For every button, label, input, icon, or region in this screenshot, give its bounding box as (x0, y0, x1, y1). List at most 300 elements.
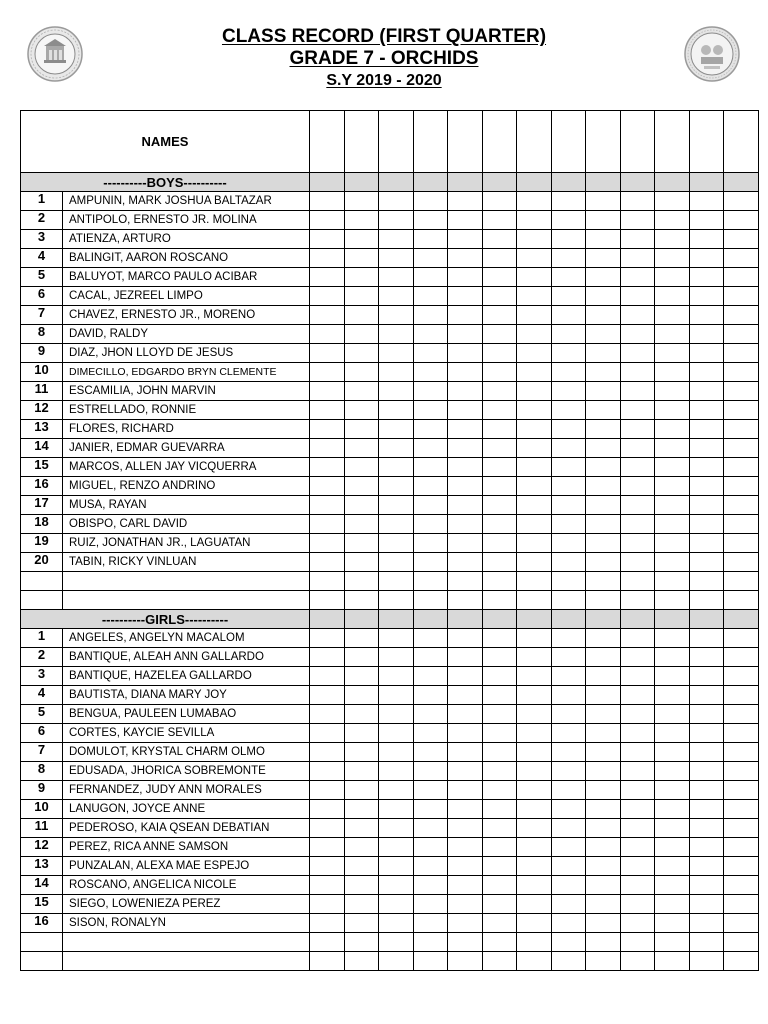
grade-cell[interactable] (482, 401, 517, 420)
grade-cell[interactable] (344, 268, 379, 287)
grade-cell[interactable] (586, 287, 621, 306)
grade-cell[interactable] (551, 895, 586, 914)
grade-cell[interactable] (586, 781, 621, 800)
grade-cell[interactable] (413, 705, 448, 724)
grade-cell[interactable] (413, 211, 448, 230)
grade-cell[interactable] (413, 439, 448, 458)
grade-cell[interactable] (482, 268, 517, 287)
grade-cell[interactable] (586, 591, 621, 610)
blank-number-cell[interactable] (21, 933, 63, 952)
grade-cell[interactable] (517, 230, 552, 249)
grade-cell[interactable] (724, 819, 759, 838)
grade-cell[interactable] (689, 857, 724, 876)
grade-cell[interactable] (620, 534, 655, 553)
grade-cell[interactable] (448, 515, 483, 534)
grade-cell[interactable] (551, 629, 586, 648)
grade-cell[interactable] (689, 743, 724, 762)
grade-cell[interactable] (310, 572, 345, 591)
grade-cell[interactable] (724, 287, 759, 306)
grade-cell[interactable] (551, 819, 586, 838)
grade-cell[interactable] (344, 857, 379, 876)
grade-cell[interactable] (482, 610, 517, 629)
grade-cell[interactable] (379, 762, 414, 781)
grade-cell[interactable] (586, 686, 621, 705)
grade-cell[interactable] (620, 819, 655, 838)
grade-cell[interactable] (413, 306, 448, 325)
grade-cell[interactable] (413, 534, 448, 553)
grade-cell[interactable] (620, 211, 655, 230)
grade-cell[interactable] (586, 515, 621, 534)
grade-cell[interactable] (448, 173, 483, 192)
grade-cell[interactable] (586, 534, 621, 553)
grade-cell[interactable] (586, 629, 621, 648)
grade-cell[interactable] (517, 401, 552, 420)
grade-cell[interactable] (448, 591, 483, 610)
grade-cell[interactable] (724, 111, 759, 173)
grade-cell[interactable] (724, 591, 759, 610)
grade-cell[interactable] (310, 952, 345, 971)
grade-cell[interactable] (310, 629, 345, 648)
grade-cell[interactable] (344, 363, 379, 382)
grade-cell[interactable] (344, 458, 379, 477)
grade-cell[interactable] (655, 629, 690, 648)
grade-cell[interactable] (344, 667, 379, 686)
grade-cell[interactable] (551, 306, 586, 325)
grade-cell[interactable] (724, 477, 759, 496)
grade-cell[interactable] (310, 515, 345, 534)
grade-cell[interactable] (551, 439, 586, 458)
grade-cell[interactable] (517, 838, 552, 857)
grade-cell[interactable] (482, 819, 517, 838)
grade-cell[interactable] (517, 534, 552, 553)
grade-cell[interactable] (413, 933, 448, 952)
grade-cell[interactable] (310, 344, 345, 363)
grade-cell[interactable] (344, 591, 379, 610)
grade-cell[interactable] (689, 933, 724, 952)
grade-cell[interactable] (482, 211, 517, 230)
grade-cell[interactable] (448, 230, 483, 249)
grade-cell[interactable] (689, 173, 724, 192)
grade-cell[interactable] (551, 401, 586, 420)
grade-cell[interactable] (413, 192, 448, 211)
grade-cell[interactable] (620, 553, 655, 572)
grade-cell[interactable] (448, 477, 483, 496)
grade-cell[interactable] (310, 819, 345, 838)
grade-cell[interactable] (517, 496, 552, 515)
blank-name-cell[interactable] (63, 572, 310, 591)
grade-cell[interactable] (551, 344, 586, 363)
grade-cell[interactable] (310, 743, 345, 762)
grade-cell[interactable] (482, 743, 517, 762)
grade-cell[interactable] (586, 705, 621, 724)
grade-cell[interactable] (517, 781, 552, 800)
grade-cell[interactable] (517, 382, 552, 401)
grade-cell[interactable] (448, 952, 483, 971)
grade-cell[interactable] (724, 420, 759, 439)
grade-cell[interactable] (344, 610, 379, 629)
grade-cell[interactable] (448, 610, 483, 629)
grade-cell[interactable] (413, 952, 448, 971)
grade-cell[interactable] (689, 192, 724, 211)
grade-cell[interactable] (551, 458, 586, 477)
grade-cell[interactable] (413, 458, 448, 477)
grade-cell[interactable] (724, 249, 759, 268)
grade-cell[interactable] (724, 268, 759, 287)
grade-cell[interactable] (586, 743, 621, 762)
grade-cell[interactable] (448, 439, 483, 458)
grade-cell[interactable] (344, 933, 379, 952)
grade-cell[interactable] (655, 876, 690, 895)
grade-cell[interactable] (379, 838, 414, 857)
grade-cell[interactable] (655, 173, 690, 192)
grade-cell[interactable] (689, 458, 724, 477)
grade-cell[interactable] (724, 876, 759, 895)
grade-cell[interactable] (413, 382, 448, 401)
grade-cell[interactable] (517, 819, 552, 838)
grade-cell[interactable] (517, 933, 552, 952)
grade-cell[interactable] (482, 344, 517, 363)
grade-cell[interactable] (310, 249, 345, 268)
grade-cell[interactable] (482, 249, 517, 268)
grade-cell[interactable] (655, 382, 690, 401)
grade-cell[interactable] (448, 724, 483, 743)
grade-cell[interactable] (310, 534, 345, 553)
grade-cell[interactable] (448, 344, 483, 363)
grade-cell[interactable] (344, 800, 379, 819)
grade-cell[interactable] (379, 667, 414, 686)
grade-cell[interactable] (344, 515, 379, 534)
grade-cell[interactable] (482, 800, 517, 819)
grade-cell[interactable] (310, 287, 345, 306)
grade-cell[interactable] (551, 933, 586, 952)
grade-cell[interactable] (482, 572, 517, 591)
grade-cell[interactable] (482, 591, 517, 610)
grade-cell[interactable] (551, 534, 586, 553)
grade-cell[interactable] (310, 667, 345, 686)
grade-cell[interactable] (413, 648, 448, 667)
grade-cell[interactable] (655, 838, 690, 857)
grade-cell[interactable] (620, 800, 655, 819)
grade-cell[interactable] (482, 363, 517, 382)
grade-cell[interactable] (379, 743, 414, 762)
grade-cell[interactable] (620, 192, 655, 211)
grade-cell[interactable] (620, 610, 655, 629)
blank-number-cell[interactable] (21, 572, 63, 591)
grade-cell[interactable] (344, 173, 379, 192)
grade-cell[interactable] (724, 439, 759, 458)
grade-cell[interactable] (655, 325, 690, 344)
grade-cell[interactable] (310, 857, 345, 876)
grade-cell[interactable] (724, 553, 759, 572)
grade-cell[interactable] (379, 724, 414, 743)
grade-cell[interactable] (448, 648, 483, 667)
grade-cell[interactable] (310, 439, 345, 458)
grade-cell[interactable] (448, 705, 483, 724)
grade-cell[interactable] (517, 572, 552, 591)
grade-cell[interactable] (724, 762, 759, 781)
grade-cell[interactable] (689, 111, 724, 173)
grade-cell[interactable] (344, 439, 379, 458)
grade-cell[interactable] (448, 914, 483, 933)
grade-cell[interactable] (689, 952, 724, 971)
grade-cell[interactable] (655, 287, 690, 306)
grade-cell[interactable] (551, 762, 586, 781)
grade-cell[interactable] (517, 458, 552, 477)
grade-cell[interactable] (310, 610, 345, 629)
grade-cell[interactable] (379, 553, 414, 572)
grade-cell[interactable] (482, 838, 517, 857)
grade-cell[interactable] (379, 705, 414, 724)
grade-cell[interactable] (586, 249, 621, 268)
grade-cell[interactable] (620, 458, 655, 477)
grade-cell[interactable] (482, 496, 517, 515)
grade-cell[interactable] (655, 192, 690, 211)
grade-cell[interactable] (689, 287, 724, 306)
grade-cell[interactable] (448, 838, 483, 857)
grade-cell[interactable] (655, 306, 690, 325)
grade-cell[interactable] (413, 287, 448, 306)
grade-cell[interactable] (413, 781, 448, 800)
grade-cell[interactable] (482, 629, 517, 648)
grade-cell[interactable] (517, 211, 552, 230)
grade-cell[interactable] (620, 952, 655, 971)
grade-cell[interactable] (724, 230, 759, 249)
grade-cell[interactable] (344, 325, 379, 344)
grade-cell[interactable] (448, 287, 483, 306)
grade-cell[interactable] (310, 553, 345, 572)
grade-cell[interactable] (448, 534, 483, 553)
grade-cell[interactable] (517, 306, 552, 325)
grade-cell[interactable] (413, 800, 448, 819)
grade-cell[interactable] (655, 819, 690, 838)
grade-cell[interactable] (482, 705, 517, 724)
grade-cell[interactable] (551, 515, 586, 534)
grade-cell[interactable] (517, 629, 552, 648)
grade-cell[interactable] (448, 933, 483, 952)
grade-cell[interactable] (448, 800, 483, 819)
grade-cell[interactable] (551, 591, 586, 610)
grade-cell[interactable] (689, 306, 724, 325)
grade-cell[interactable] (655, 534, 690, 553)
grade-cell[interactable] (724, 686, 759, 705)
grade-cell[interactable] (620, 382, 655, 401)
grade-cell[interactable] (448, 111, 483, 173)
blank-name-cell[interactable] (63, 952, 310, 971)
grade-cell[interactable] (620, 648, 655, 667)
grade-cell[interactable] (413, 111, 448, 173)
grade-cell[interactable] (586, 344, 621, 363)
grade-cell[interactable] (689, 534, 724, 553)
grade-cell[interactable] (379, 534, 414, 553)
grade-cell[interactable] (551, 382, 586, 401)
grade-cell[interactable] (413, 610, 448, 629)
grade-cell[interactable] (655, 515, 690, 534)
grade-cell[interactable] (620, 306, 655, 325)
grade-cell[interactable] (482, 933, 517, 952)
grade-cell[interactable] (689, 838, 724, 857)
grade-cell[interactable] (482, 458, 517, 477)
grade-cell[interactable] (724, 838, 759, 857)
grade-cell[interactable] (655, 800, 690, 819)
grade-cell[interactable] (482, 420, 517, 439)
grade-cell[interactable] (482, 439, 517, 458)
grade-cell[interactable] (586, 667, 621, 686)
grade-cell[interactable] (310, 895, 345, 914)
grade-cell[interactable] (551, 420, 586, 439)
grade-cell[interactable] (724, 344, 759, 363)
grade-cell[interactable] (344, 743, 379, 762)
grade-cell[interactable] (344, 211, 379, 230)
grade-cell[interactable] (620, 420, 655, 439)
grade-cell[interactable] (655, 458, 690, 477)
grade-cell[interactable] (379, 382, 414, 401)
grade-cell[interactable] (586, 439, 621, 458)
grade-cell[interactable] (551, 648, 586, 667)
grade-cell[interactable] (413, 173, 448, 192)
grade-cell[interactable] (620, 572, 655, 591)
grade-cell[interactable] (482, 325, 517, 344)
grade-cell[interactable] (551, 705, 586, 724)
grade-cell[interactable] (482, 230, 517, 249)
grade-cell[interactable] (448, 268, 483, 287)
grade-cell[interactable] (379, 857, 414, 876)
grade-cell[interactable] (517, 363, 552, 382)
grade-cell[interactable] (448, 249, 483, 268)
grade-cell[interactable] (413, 249, 448, 268)
grade-cell[interactable] (620, 344, 655, 363)
grade-cell[interactable] (413, 819, 448, 838)
grade-cell[interactable] (310, 458, 345, 477)
grade-cell[interactable] (344, 477, 379, 496)
grade-cell[interactable] (482, 553, 517, 572)
grade-cell[interactable] (586, 895, 621, 914)
grade-cell[interactable] (724, 401, 759, 420)
grade-cell[interactable] (413, 230, 448, 249)
grade-cell[interactable] (689, 724, 724, 743)
grade-cell[interactable] (620, 762, 655, 781)
grade-cell[interactable] (517, 173, 552, 192)
grade-cell[interactable] (517, 477, 552, 496)
grade-cell[interactable] (310, 648, 345, 667)
grade-cell[interactable] (413, 268, 448, 287)
grade-cell[interactable] (413, 762, 448, 781)
grade-cell[interactable] (413, 724, 448, 743)
grade-cell[interactable] (586, 477, 621, 496)
grade-cell[interactable] (379, 895, 414, 914)
grade-cell[interactable] (517, 111, 552, 173)
grade-cell[interactable] (620, 111, 655, 173)
grade-cell[interactable] (655, 781, 690, 800)
grade-cell[interactable] (586, 572, 621, 591)
grade-cell[interactable] (517, 648, 552, 667)
grade-cell[interactable] (724, 629, 759, 648)
grade-cell[interactable] (517, 610, 552, 629)
grade-cell[interactable] (586, 724, 621, 743)
grade-cell[interactable] (620, 876, 655, 895)
grade-cell[interactable] (620, 591, 655, 610)
grade-cell[interactable] (620, 857, 655, 876)
grade-cell[interactable] (655, 705, 690, 724)
grade-cell[interactable] (586, 952, 621, 971)
grade-cell[interactable] (310, 496, 345, 515)
grade-cell[interactable] (379, 287, 414, 306)
grade-cell[interactable] (689, 553, 724, 572)
grade-cell[interactable] (482, 952, 517, 971)
grade-cell[interactable] (689, 401, 724, 420)
grade-cell[interactable] (413, 496, 448, 515)
grade-cell[interactable] (551, 838, 586, 857)
grade-cell[interactable] (413, 515, 448, 534)
grade-cell[interactable] (689, 572, 724, 591)
grade-cell[interactable] (379, 933, 414, 952)
grade-cell[interactable] (482, 515, 517, 534)
grade-cell[interactable] (551, 173, 586, 192)
grade-cell[interactable] (482, 534, 517, 553)
grade-cell[interactable] (620, 325, 655, 344)
grade-cell[interactable] (586, 230, 621, 249)
grade-cell[interactable] (655, 952, 690, 971)
grade-cell[interactable] (586, 610, 621, 629)
grade-cell[interactable] (310, 477, 345, 496)
grade-cell[interactable] (344, 401, 379, 420)
grade-cell[interactable] (586, 496, 621, 515)
grade-cell[interactable] (344, 420, 379, 439)
grade-cell[interactable] (310, 401, 345, 420)
grade-cell[interactable] (310, 686, 345, 705)
grade-cell[interactable] (448, 781, 483, 800)
grade-cell[interactable] (344, 686, 379, 705)
grade-cell[interactable] (586, 173, 621, 192)
grade-cell[interactable] (724, 211, 759, 230)
grade-cell[interactable] (551, 496, 586, 515)
grade-cell[interactable] (379, 230, 414, 249)
grade-cell[interactable] (551, 914, 586, 933)
grade-cell[interactable] (310, 876, 345, 895)
grade-cell[interactable] (482, 648, 517, 667)
grade-cell[interactable] (689, 914, 724, 933)
grade-cell[interactable] (724, 496, 759, 515)
grade-cell[interactable] (310, 382, 345, 401)
grade-cell[interactable] (655, 914, 690, 933)
grade-cell[interactable] (620, 933, 655, 952)
grade-cell[interactable] (517, 325, 552, 344)
grade-cell[interactable] (724, 458, 759, 477)
grade-cell[interactable] (448, 762, 483, 781)
grade-cell[interactable] (655, 553, 690, 572)
grade-cell[interactable] (689, 496, 724, 515)
grade-cell[interactable] (724, 781, 759, 800)
grade-cell[interactable] (724, 534, 759, 553)
grade-cell[interactable] (344, 249, 379, 268)
grade-cell[interactable] (517, 420, 552, 439)
grade-cell[interactable] (344, 496, 379, 515)
grade-cell[interactable] (344, 705, 379, 724)
grade-cell[interactable] (517, 705, 552, 724)
grade-cell[interactable] (689, 344, 724, 363)
grade-cell[interactable] (724, 363, 759, 382)
grade-cell[interactable] (413, 553, 448, 572)
grade-cell[interactable] (482, 477, 517, 496)
grade-cell[interactable] (379, 876, 414, 895)
grade-cell[interactable] (689, 667, 724, 686)
grade-cell[interactable] (310, 420, 345, 439)
grade-cell[interactable] (551, 876, 586, 895)
grade-cell[interactable] (379, 914, 414, 933)
grade-cell[interactable] (689, 439, 724, 458)
grade-cell[interactable] (413, 572, 448, 591)
grade-cell[interactable] (482, 173, 517, 192)
grade-cell[interactable] (344, 876, 379, 895)
